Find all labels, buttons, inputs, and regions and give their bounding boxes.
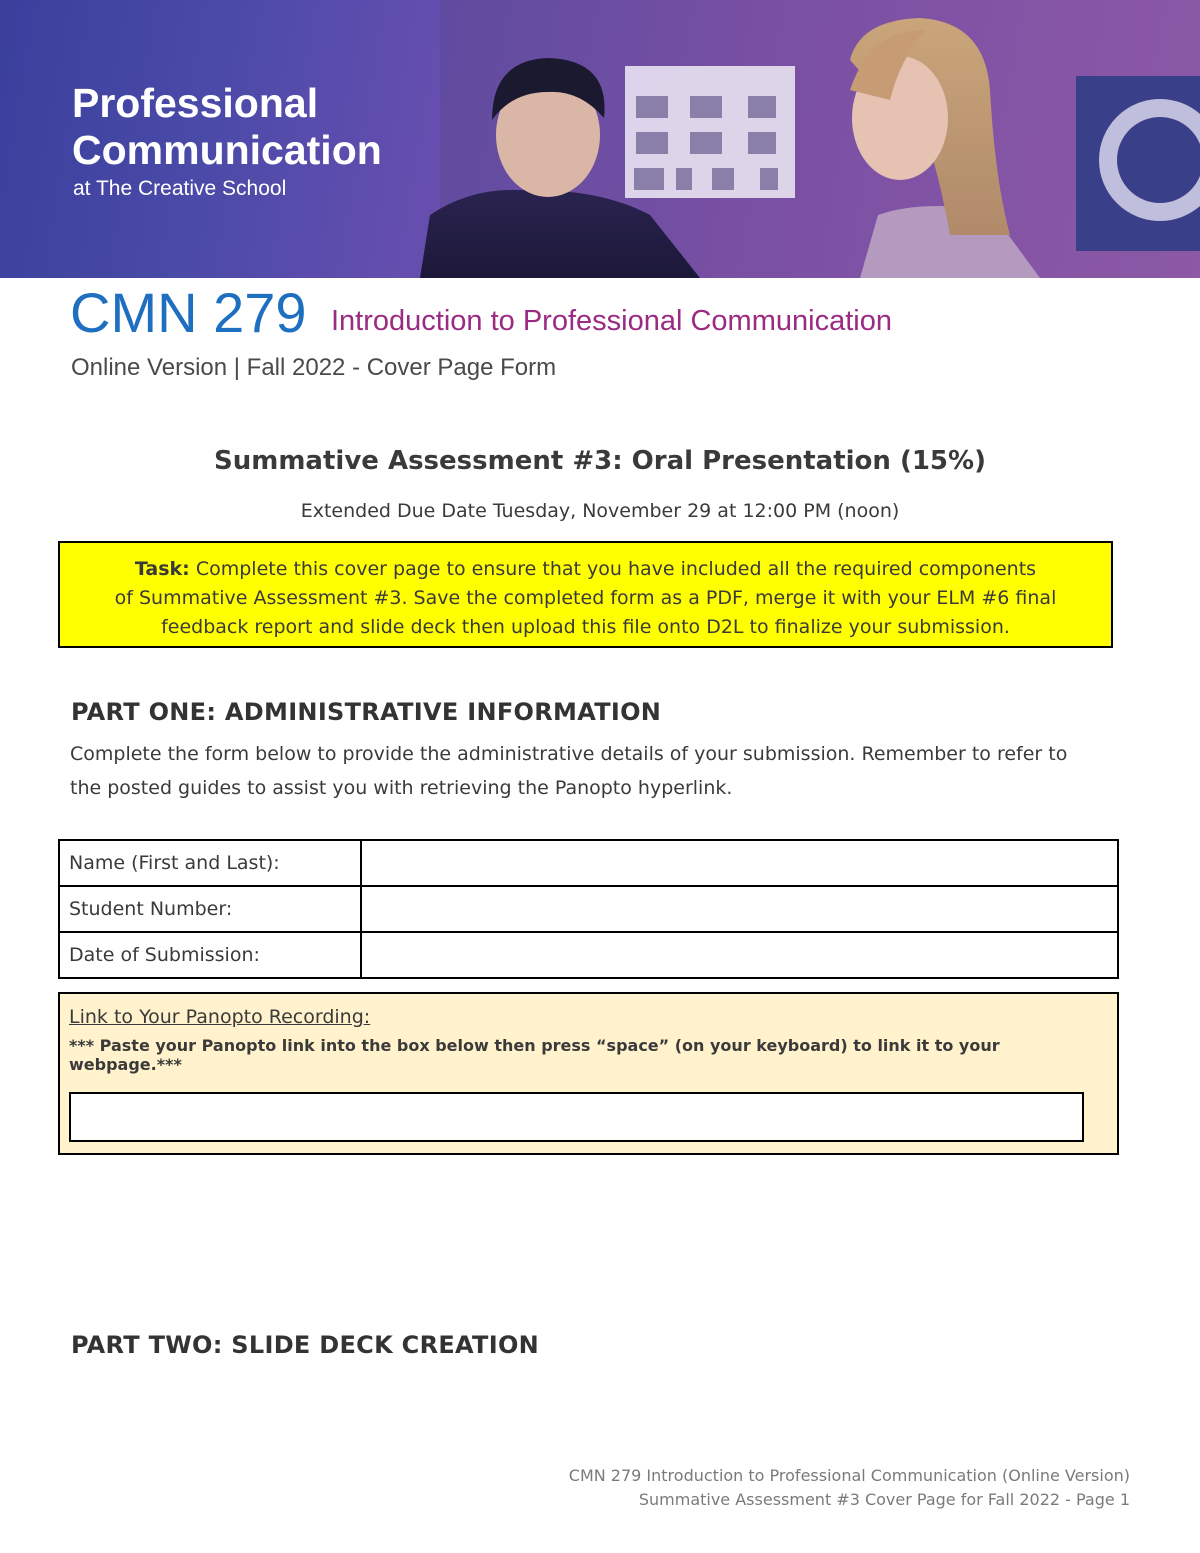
course-code: CMN 279 bbox=[70, 281, 307, 344]
brand-title-line1: Professional bbox=[72, 80, 319, 126]
page-footer bbox=[569, 1464, 1130, 1512]
table-row bbox=[59, 886, 1118, 932]
part-two-heading: PART TWO: SLIDE DECK CREATION bbox=[71, 1331, 540, 1359]
table-row bbox=[59, 840, 1118, 886]
assessment-title: Summative Assessment #3: Oral Presentation (15%) bbox=[214, 446, 986, 476]
part-one-heading: PART ONE: ADMINISTRATIVE INFORMATION bbox=[71, 698, 662, 726]
footer-line2: Summative Assessment #3 Cover Page for Fall 2022 - Page 1 bbox=[638, 1490, 1130, 1509]
name-field[interactable] bbox=[361, 840, 1118, 886]
part-one-intro-line2: the posted guides to assist you with retrieving the Panopto hyperlink. bbox=[70, 777, 733, 799]
student-number-label: Student Number: bbox=[59, 886, 361, 932]
task-box bbox=[58, 541, 1113, 648]
course-name: Introduction to Professional Communication bbox=[331, 305, 892, 337]
panopto-link-label: Link to Your Panopto Recording: bbox=[69, 1006, 371, 1028]
panopto-link-section bbox=[58, 992, 1119, 1155]
footer-line1: CMN 279 Introduction to Professional Communication (Online Version) bbox=[568, 1466, 1130, 1485]
panopto-link-input[interactable] bbox=[69, 1092, 1084, 1142]
admin-form-table bbox=[58, 839, 1119, 979]
submission-date-field[interactable] bbox=[361, 932, 1118, 978]
submission-date-label: Date of Submission: bbox=[59, 932, 361, 978]
student-number-field[interactable] bbox=[361, 886, 1118, 932]
task-text-1: Complete this cover page to ensure that you have included all the required components bbox=[189, 558, 1037, 580]
panopto-link-instruction: *** Paste your Panopto link into the box below then press “space” (on your keyboard) to link it to your webpage.*** bbox=[69, 1036, 1000, 1074]
task-line-3: feedback report and slide deck then upload this file onto D2L to finalize your submission. bbox=[161, 616, 1010, 638]
task-label: Task: bbox=[134, 558, 190, 580]
part-one-intro-line1: Complete the form below to provide the administrative details of your submission. Remember to refer to bbox=[70, 743, 1068, 765]
part-one-intro bbox=[70, 737, 1140, 805]
brand-subtitle: at The Creative School bbox=[73, 177, 287, 200]
task-line-2: of Summative Assessment #3. Save the completed form as a PDF, merge it with your ELM #6 final bbox=[114, 587, 1057, 609]
name-label: Name (First and Last): bbox=[59, 840, 361, 886]
due-date: Extended Due Date Tuesday, November 29 at 12:00 PM (noon) bbox=[300, 500, 900, 522]
brand-title-line2: Communication bbox=[72, 127, 382, 173]
task-line-1 bbox=[60, 555, 1111, 584]
brand-title bbox=[72, 80, 382, 174]
table-row bbox=[59, 932, 1118, 978]
header-banner bbox=[0, 0, 1200, 278]
version-line: Online Version | Fall 2022 - Cover Page Form bbox=[71, 354, 557, 381]
